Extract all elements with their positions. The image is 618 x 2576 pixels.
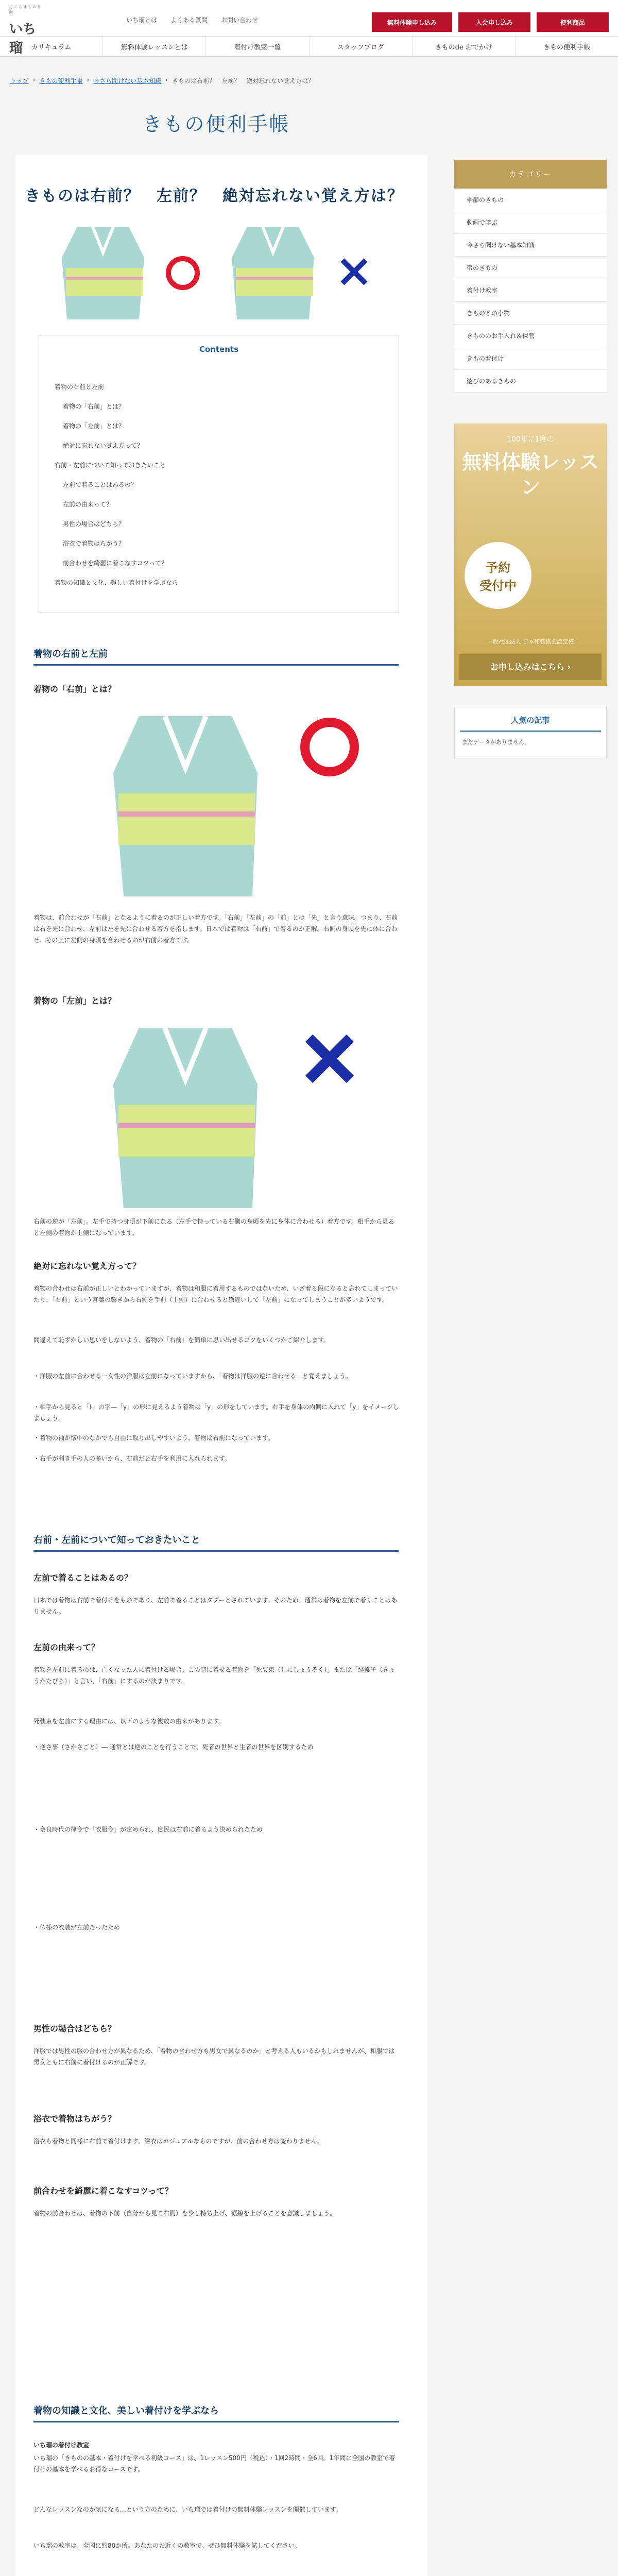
toc-item[interactable]: 着物の「右前」とは？ xyxy=(63,403,125,410)
paragraph-memo-3: ・洋服の左前に合わせる一女性の洋服は左前になっていますから、「着物は洋服の逆に合わせる」と覚えましょう。 xyxy=(33,1372,352,1380)
logo[interactable] xyxy=(9,4,45,56)
banner-footer: 一般社団法人 日本和装協会認定校 xyxy=(487,638,574,645)
section-heading-1: 着物の右前と左前 xyxy=(33,647,399,666)
paragraph-q2c: ・逆さ事（さかさごと）― 通常とは逆のことを行うことで、死者の世界と生者の世界を区別するため xyxy=(33,1743,314,1751)
toc-item[interactable]: 着物の右前と左前 xyxy=(55,383,105,391)
breadcrumb-sep: › xyxy=(165,76,168,83)
paragraph-left: 右前の逆が「左前」。左手で持つ身頃が下前になる（左手で持っている右側の身頃を先に身体に合わせる）着方です。相手から見ると左側の着物が上側になっています。 xyxy=(33,1218,395,1237)
paragraph-memo-5: ・着物の袖が懐中のなかでも自由に取り出しやすいよう、着物は右前になっています。 xyxy=(33,1434,274,1442)
paragraph-memo-1: 着物の合わせは右前が正しいとわかっていますが、着物は和服に着用するものではないため、いざ着る段になると忘れてしまっていたり、「右前」という言葉の響きから右側を手前（上側）に合わせると勘違いして「左前」になってしまうことが多いようです。 xyxy=(33,1285,398,1304)
category-item[interactable]: きもののお手入れ＆保管 xyxy=(454,325,607,347)
wrong-mark-icon xyxy=(342,260,366,283)
section-heading-2: 右前・左前について知っておきたいこと xyxy=(33,1533,399,1552)
nav-outing[interactable]: きものde おでかけ xyxy=(413,37,516,57)
paragraph-q1: 日本では着物は右前で着付けをものであり、左前で着ることはタブーとされています。そのため、通常は着物を左前で着ることはありません。 xyxy=(33,1597,398,1616)
trial-banner[interactable] xyxy=(454,423,607,686)
category-item[interactable]: 季節のきもの xyxy=(454,189,607,211)
nav-classes[interactable]: 着付け教室一覧 xyxy=(206,37,309,57)
subheading-memo: 絶対に忘れない覚え方って？ xyxy=(33,1261,141,1271)
category-heading: カテゴリー xyxy=(454,160,607,189)
paragraph-memo-6: ・右手が利き手の人の多いから、右前だと右手を利用に入れられます。 xyxy=(33,1455,231,1462)
subheading-q2: 左前の由来って？ xyxy=(33,1642,100,1652)
toc-item[interactable]: 右前・左前について知っておきたいこと xyxy=(55,462,166,469)
breadcrumb-category[interactable]: 今さら聞けない基本知識 xyxy=(93,77,162,84)
toc-item[interactable]: 左前で着ることはあるの？ xyxy=(63,481,138,488)
subheading-q4: 浴衣で着物はちがう？ xyxy=(33,2114,116,2124)
paragraph-memo-4: ・相手から見ると「ﾄ」の字—「y」の形に見えるよう着物は「y」の形をしています。右手を身体の内側に入れて「y」をイメージしましょう。 xyxy=(33,1403,399,1422)
kimono-left-large-illustration xyxy=(108,1018,366,1208)
wrong-mark-icon xyxy=(309,1038,350,1079)
popular-empty-note: まだデータがありません。 xyxy=(462,739,530,745)
trial-button[interactable]: 無料体験申し込み xyxy=(372,12,452,32)
banner-big-title: 無料体験レッスン xyxy=(462,450,599,499)
correct-mark-icon xyxy=(168,259,197,287)
top-link-contact[interactable]: お問い合わせ xyxy=(221,16,259,24)
toc-list xyxy=(55,382,399,598)
paragraph-learn-2: いち瑠の「きものの基本・着付けを学べる初級コース」は、1レッスン500円（税込）・1回2時間・全6回。1年間に全国の教室で着付けの基本を学べるお得なコースです。 xyxy=(33,2454,396,2473)
toc-item[interactable]: 左前の由来って？ xyxy=(63,501,113,508)
category-item[interactable]: 動画で学ぶ xyxy=(454,211,607,234)
category-item[interactable]: きもの着付け xyxy=(454,347,607,370)
banner-title: 100年に1度の xyxy=(507,435,554,444)
breadcrumb-top[interactable]: トップ xyxy=(10,77,29,84)
breadcrumb-current: きものは右前？ 左前？ 絶対忘れない覚え方は？ xyxy=(172,77,315,84)
top-link-faq[interactable]: よくある質問 xyxy=(170,16,208,24)
paragraph-learn-4: いち瑠の教室は、全国に約80か所。あなたのお近くの教室で、ぜひ無料体験を試してください。 xyxy=(33,2542,301,2549)
banner-apply-button[interactable]: お申し込みはこちら › xyxy=(459,654,602,680)
subheading-q3: 男性の場合はどちら？ xyxy=(33,2024,116,2033)
kimono-right-large-illustration xyxy=(108,706,366,896)
enroll-button[interactable]: 入会申し込み xyxy=(458,12,530,32)
category-item[interactable]: 着付け教室 xyxy=(454,279,607,302)
category-item[interactable]: 帯のきもの xyxy=(454,257,607,279)
category-item[interactable]: 遊びのあるきもの xyxy=(454,370,607,393)
subheading-right: 着物の「右前」とは？ xyxy=(33,684,116,694)
paragraph-q2d: ・奈良時代の律令で「衣服令」が定められ、庶民は右前に着るよう決められたため xyxy=(33,1826,263,1833)
paragraph-q3: 洋服では男性の服の合わせ方が異なるため、「着物の合わせ方も男女で異なるのか」と考える人もいるかもしれませんが、和服では男女ともに右前に着付けるのが正解です。 xyxy=(33,2047,395,2066)
subheading-left: 着物の「左前」とは？ xyxy=(33,996,116,1006)
correct-mark-icon xyxy=(305,722,354,772)
toc-title: Contents xyxy=(199,345,239,354)
category-item[interactable]: 今さら聞けない基本知識 xyxy=(454,234,607,257)
breadcrumb-sep: › xyxy=(32,76,36,83)
toc-item[interactable]: 前合わせを綺麗に着こなすコツって？ xyxy=(63,560,168,567)
badge-line-1: 予約 xyxy=(486,560,510,575)
table-of-contents xyxy=(39,335,399,613)
site-header xyxy=(0,0,618,57)
logo-tagline: さくらきもの学院 xyxy=(9,5,42,15)
paragraph-right: 着物は、前合わせが「右前」となるように着るのが正しい着方です。「右前」「左前」の「前」とは「先」と言う意味。つまり、右前は右を先に合わせ、左前は左を先に合わせる着方を指します。日本では着物は「右前」で着るのが正解。右側の身頃を先に体に合わせ、その上に左側の身頃を合わせるのが右前の着方です。 xyxy=(33,914,398,944)
nav-handbook[interactable]: きもの便利手帳 xyxy=(543,44,590,52)
popular-title: 人気の記事 xyxy=(460,707,601,732)
category-list xyxy=(454,189,607,393)
paragraph-learn-1: いち瑠の着付け教室 xyxy=(33,2442,90,2449)
top-links xyxy=(126,15,258,24)
category-item[interactable]: きものとの小物 xyxy=(454,302,607,325)
kimono-left-illustration xyxy=(232,227,314,319)
sidebar xyxy=(454,160,607,758)
reservation-badge xyxy=(465,542,531,609)
subheading-q5: 前合わせを綺麗に着こなすコツって？ xyxy=(33,2186,173,2196)
toc-item[interactable]: 絶対に忘れない覚え方って？ xyxy=(63,442,144,449)
hero-illustration xyxy=(57,216,376,319)
logo-name: いち瑠 xyxy=(9,22,37,56)
nav-trial[interactable]: 無料体験レッスンとは xyxy=(103,37,206,57)
nav-blog[interactable]: スタッフブログ xyxy=(310,37,413,57)
main-nav xyxy=(0,36,618,57)
paragraph-q4: 浴衣も着物と同様に右前で着付けます。浴衣はカジュアルなものですが、前の合わせ方は変わりません。 xyxy=(33,2138,324,2145)
article-title: きものは右前？ 左前？ 絶対忘れない覚え方は？ xyxy=(25,187,404,205)
breadcrumb xyxy=(10,76,314,85)
paragraph-learn-3: どんなレッスンなのか気になる…という方のために、いち瑠では着付けの無料体験レッスンを開催しています。 xyxy=(33,2506,342,2513)
popular-articles xyxy=(454,707,607,758)
badge-line-2: 受付中 xyxy=(479,578,517,593)
nav-curriculum[interactable]: カリキュラム xyxy=(0,37,103,57)
paragraph-memo-2: 間違えて恥ずかしい思いをしないよう、着物の「右前」を簡単に思い出せるコツをいくつかご紹介します。 xyxy=(33,1336,330,1344)
breadcrumb-handbook[interactable]: きもの便利手帳 xyxy=(39,77,83,84)
page-title: きもの便利手帳 xyxy=(142,113,290,135)
breadcrumb-sep: › xyxy=(87,76,90,83)
top-link-about[interactable]: いち瑠とは xyxy=(126,16,158,24)
kits-button[interactable]: 便利商品 xyxy=(537,12,609,32)
section-heading-3: 着物の知識と文化、美しい着付けを学ぶなら xyxy=(33,2403,399,2422)
paragraph-q2b: 死装束を左前にする理由には、以下のような複数の由来があります。 xyxy=(33,1718,225,1725)
kimono-right-illustration xyxy=(62,227,144,319)
toc-item[interactable]: 浴衣で着物はちがう？ xyxy=(63,540,125,547)
paragraph-q2a: 着物を左前に着るのは、亡くなった人に着付ける場合。この時に着せる着物を「死装束（しにしょうぞく）」または「経帷子（きょうかたびら）」と言い、「右前」にするのが決まりです。 xyxy=(33,1666,396,1685)
paragraph-q5: 着物の前合わせは、着物の下前（自分から見て右側）を少し持ち上げ、裾線を上げることを意識しましょう。 xyxy=(33,2210,336,2217)
paragraph-q2e: ・仏様の衣装が左前だったため xyxy=(33,1924,121,1931)
toc-item[interactable]: 男性の場合はどちら？ xyxy=(63,520,125,528)
toc-item[interactable]: 着物の知識と文化、美しい着付けを学ぶなら xyxy=(55,579,179,586)
toc-item[interactable]: 着物の「左前」とは？ xyxy=(63,422,125,430)
subheading-q1: 左前で着ることはあるの？ xyxy=(33,1573,133,1583)
